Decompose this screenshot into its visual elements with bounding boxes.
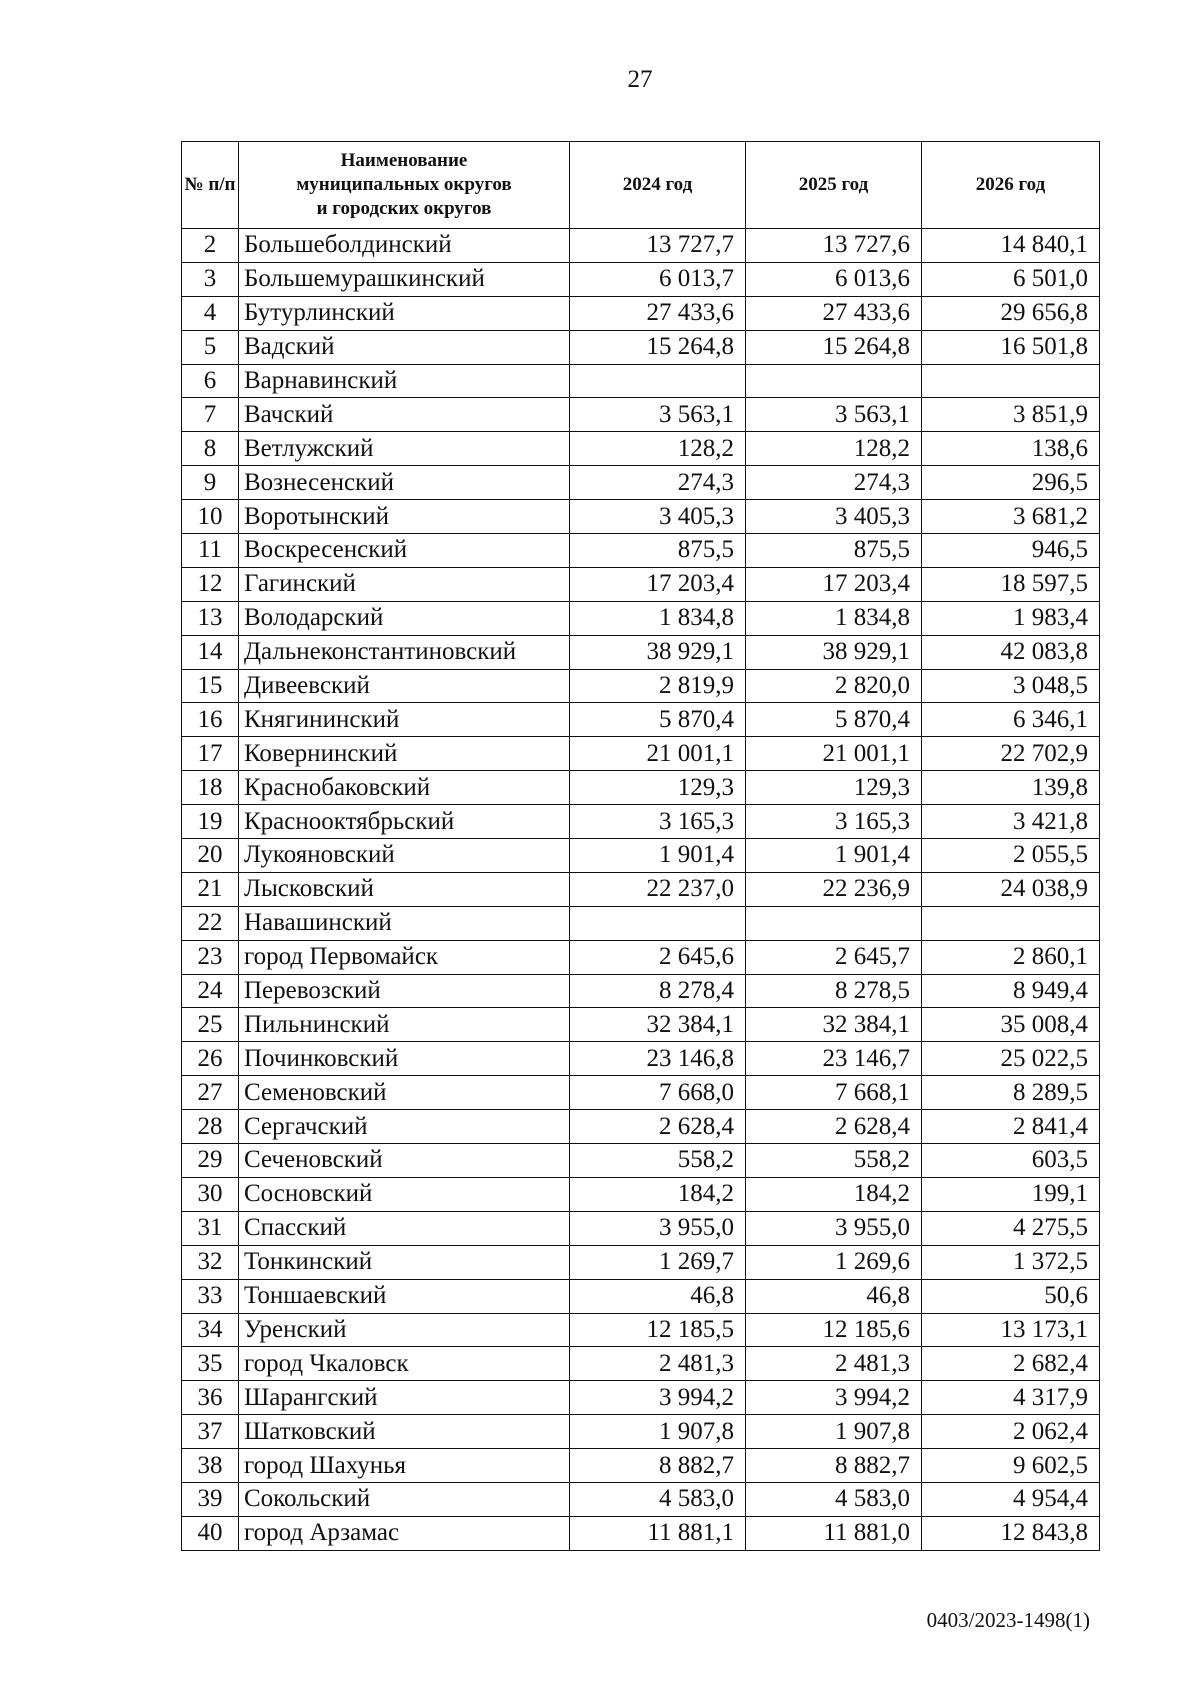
value-2025: 13 727,6	[746, 229, 922, 263]
value-2026: 2 841,4	[922, 1110, 1100, 1144]
district-name: Бутурлинский	[239, 296, 570, 330]
header-2024: 2024 год	[570, 142, 746, 229]
row-number: 3	[182, 262, 239, 296]
table-row	[182, 466, 1100, 500]
table-row	[182, 330, 1100, 364]
table-row	[182, 1042, 1100, 1076]
header-2026: 2026 год	[922, 142, 1100, 229]
value-2025	[746, 364, 922, 398]
district-name: Шатковский	[239, 1415, 570, 1449]
district-name: Шарангский	[239, 1381, 570, 1415]
district-name: Спасский	[239, 1211, 570, 1245]
value-2026	[922, 906, 1100, 940]
value-2024: 11 881,1	[570, 1516, 746, 1550]
allocation-table	[181, 141, 1100, 1551]
row-number: 22	[182, 906, 239, 940]
value-2026: 4 954,4	[922, 1482, 1100, 1516]
district-name: Гагинский	[239, 567, 570, 601]
table-row	[182, 1516, 1100, 1550]
value-2024: 1 901,4	[570, 839, 746, 873]
value-2026: 6 346,1	[922, 703, 1100, 737]
table-row	[182, 229, 1100, 263]
header-name-line-3: и городских округов	[316, 198, 492, 219]
value-2025: 11 881,0	[746, 1516, 922, 1550]
value-2024: 6 013,7	[570, 262, 746, 296]
value-2026: 139,8	[922, 771, 1100, 805]
value-2025: 1 901,4	[746, 839, 922, 873]
value-2025: 2 628,4	[746, 1110, 922, 1144]
value-2024	[570, 364, 746, 398]
value-2025: 12 185,6	[746, 1313, 922, 1347]
row-number: 32	[182, 1245, 239, 1279]
table-row	[182, 1110, 1100, 1144]
row-number: 33	[182, 1279, 239, 1313]
value-2025: 21 001,1	[746, 737, 922, 771]
value-2026: 18 597,5	[922, 567, 1100, 601]
document-code: 0403/2023-1498(1)	[926, 1608, 1090, 1632]
value-2026: 29 656,8	[922, 296, 1100, 330]
value-2025: 46,8	[746, 1279, 922, 1313]
row-number: 31	[182, 1211, 239, 1245]
table-row	[182, 1177, 1100, 1211]
value-2024: 22 237,0	[570, 872, 746, 906]
district-name: Дальнеконстантиновский	[239, 635, 570, 669]
district-name: Большемурашкинский	[239, 262, 570, 296]
district-name: Сергачский	[239, 1110, 570, 1144]
header-name-line-2: муниципальных округов	[296, 174, 512, 195]
value-2025	[746, 906, 922, 940]
value-2025: 1 269,6	[746, 1245, 922, 1279]
header-name-line-1: Наименование	[340, 150, 468, 171]
value-2026: 6 501,0	[922, 262, 1100, 296]
table-row	[182, 1144, 1100, 1178]
value-2025: 22 236,9	[746, 872, 922, 906]
value-2026: 2 860,1	[922, 940, 1100, 974]
value-2026: 13 173,1	[922, 1313, 1100, 1347]
table-row	[182, 534, 1100, 568]
header-2025: 2025 год	[746, 142, 922, 229]
value-2024: 23 146,8	[570, 1042, 746, 1076]
district-name: Княгининский	[239, 703, 570, 737]
value-2024: 8 882,7	[570, 1449, 746, 1483]
value-2026: 12 843,8	[922, 1516, 1100, 1550]
value-2025: 2 820,0	[746, 669, 922, 703]
value-2024: 1 269,7	[570, 1245, 746, 1279]
value-2025: 38 929,1	[746, 635, 922, 669]
table-row	[182, 635, 1100, 669]
value-2026: 9 602,5	[922, 1449, 1100, 1483]
district-name: Краснобаковский	[239, 771, 570, 805]
value-2026: 603,5	[922, 1144, 1100, 1178]
value-2026: 22 702,9	[922, 737, 1100, 771]
value-2026: 4 275,5	[922, 1211, 1100, 1245]
district-name: Перевозский	[239, 974, 570, 1008]
value-2025: 8 278,5	[746, 974, 922, 1008]
value-2025: 5 870,4	[746, 703, 922, 737]
value-2025: 2 645,7	[746, 940, 922, 974]
value-2025: 1 834,8	[746, 601, 922, 635]
value-2026: 50,6	[922, 1279, 1100, 1313]
value-2025: 1 907,8	[746, 1415, 922, 1449]
row-number: 34	[182, 1313, 239, 1347]
row-number: 27	[182, 1076, 239, 1110]
value-2024: 1 834,8	[570, 601, 746, 635]
value-2026: 3 421,8	[922, 805, 1100, 839]
row-number: 23	[182, 940, 239, 974]
value-2024: 17 203,4	[570, 567, 746, 601]
value-2024: 875,5	[570, 534, 746, 568]
value-2024: 1 907,8	[570, 1415, 746, 1449]
value-2025: 274,3	[746, 466, 922, 500]
value-2024: 3 955,0	[570, 1211, 746, 1245]
row-number: 8	[182, 432, 239, 466]
table-row	[182, 771, 1100, 805]
table-row	[182, 1482, 1100, 1516]
district-name: Воротынский	[239, 500, 570, 534]
value-2025: 32 384,1	[746, 1008, 922, 1042]
table-row	[182, 1211, 1100, 1245]
table-row	[182, 805, 1100, 839]
row-number: 12	[182, 567, 239, 601]
table-row	[182, 1415, 1100, 1449]
row-number: 37	[182, 1415, 239, 1449]
value-2025: 3 165,3	[746, 805, 922, 839]
value-2026: 3 048,5	[922, 669, 1100, 703]
value-2024: 3 165,3	[570, 805, 746, 839]
value-2026: 24 038,9	[922, 872, 1100, 906]
value-2026: 8 949,4	[922, 974, 1100, 1008]
value-2026: 946,5	[922, 534, 1100, 568]
value-2026: 16 501,8	[922, 330, 1100, 364]
value-2026: 42 083,8	[922, 635, 1100, 669]
table-row	[182, 1076, 1100, 1110]
value-2024: 558,2	[570, 1144, 746, 1178]
table-row	[182, 839, 1100, 873]
value-2026: 14 840,1	[922, 229, 1100, 263]
value-2024: 27 433,6	[570, 296, 746, 330]
value-2026: 296,5	[922, 466, 1100, 500]
value-2024: 21 001,1	[570, 737, 746, 771]
row-number: 29	[182, 1144, 239, 1178]
page-number: 27	[627, 66, 653, 93]
value-2025: 17 203,4	[746, 567, 922, 601]
row-number: 14	[182, 635, 239, 669]
value-2025: 3 994,2	[746, 1381, 922, 1415]
value-2025: 4 583,0	[746, 1482, 922, 1516]
value-2025: 875,5	[746, 534, 922, 568]
row-number: 13	[182, 601, 239, 635]
value-2024: 3 405,3	[570, 500, 746, 534]
value-2026: 3 851,9	[922, 398, 1100, 432]
value-2024: 38 929,1	[570, 635, 746, 669]
table-row	[182, 974, 1100, 1008]
value-2025: 15 264,8	[746, 330, 922, 364]
value-2025: 27 433,6	[746, 296, 922, 330]
district-name: Сокольский	[239, 1482, 570, 1516]
value-2025: 129,3	[746, 771, 922, 805]
district-name: Воскресенский	[239, 534, 570, 568]
row-number: 11	[182, 534, 239, 568]
row-number: 35	[182, 1347, 239, 1381]
district-name: Вачский	[239, 398, 570, 432]
table-row	[182, 1279, 1100, 1313]
row-number: 9	[182, 466, 239, 500]
district-name: город Арзамас	[239, 1516, 570, 1550]
district-name: город Шахунья	[239, 1449, 570, 1483]
value-2026: 35 008,4	[922, 1008, 1100, 1042]
district-name: город Чкаловск	[239, 1347, 570, 1381]
table-row	[182, 906, 1100, 940]
table-row	[182, 940, 1100, 974]
value-2026: 3 681,2	[922, 500, 1100, 534]
district-name: город Первомайск	[239, 940, 570, 974]
value-2025: 3 405,3	[746, 500, 922, 534]
value-2024: 46,8	[570, 1279, 746, 1313]
district-name: Уренский	[239, 1313, 570, 1347]
value-2026: 138,6	[922, 432, 1100, 466]
value-2025: 6 013,6	[746, 262, 922, 296]
row-number: 39	[182, 1482, 239, 1516]
value-2026: 4 317,9	[922, 1381, 1100, 1415]
district-name: Семеновский	[239, 1076, 570, 1110]
value-2026: 199,1	[922, 1177, 1100, 1211]
value-2026: 25 022,5	[922, 1042, 1100, 1076]
district-name: Починковский	[239, 1042, 570, 1076]
row-number: 20	[182, 839, 239, 873]
value-2025: 2 481,3	[746, 1347, 922, 1381]
value-2025: 128,2	[746, 432, 922, 466]
row-number: 36	[182, 1381, 239, 1415]
row-number: 25	[182, 1008, 239, 1042]
value-2024: 184,2	[570, 1177, 746, 1211]
table-row	[182, 1347, 1100, 1381]
district-name: Сеченовский	[239, 1144, 570, 1178]
row-number: 17	[182, 737, 239, 771]
value-2026: 1 372,5	[922, 1245, 1100, 1279]
value-2024: 12 185,5	[570, 1313, 746, 1347]
value-2026: 8 289,5	[922, 1076, 1100, 1110]
row-number: 2	[182, 229, 239, 263]
district-name: Тоншаевский	[239, 1279, 570, 1313]
value-2026: 2 682,4	[922, 1347, 1100, 1381]
district-name: Пильнинский	[239, 1008, 570, 1042]
table-row	[182, 262, 1100, 296]
table-row	[182, 737, 1100, 771]
value-2025: 3 563,1	[746, 398, 922, 432]
table-row	[182, 1381, 1100, 1415]
table-row	[182, 398, 1100, 432]
row-number: 10	[182, 500, 239, 534]
district-name: Володарский	[239, 601, 570, 635]
value-2026: 2 062,4	[922, 1415, 1100, 1449]
header-name	[239, 142, 570, 229]
table-row	[182, 872, 1100, 906]
value-2024: 8 278,4	[570, 974, 746, 1008]
value-2024: 4 583,0	[570, 1482, 746, 1516]
value-2024: 2 481,3	[570, 1347, 746, 1381]
row-number: 21	[182, 872, 239, 906]
value-2025: 7 668,1	[746, 1076, 922, 1110]
value-2024: 2 645,6	[570, 940, 746, 974]
table-row	[182, 296, 1100, 330]
table-row	[182, 1449, 1100, 1483]
value-2025: 558,2	[746, 1144, 922, 1178]
value-2024: 3 563,1	[570, 398, 746, 432]
district-name: Вознесенский	[239, 466, 570, 500]
district-name: Сосновский	[239, 1177, 570, 1211]
district-name: Большеболдинский	[239, 229, 570, 263]
district-name: Ветлужский	[239, 432, 570, 466]
table-row	[182, 703, 1100, 737]
value-2024: 129,3	[570, 771, 746, 805]
table-row	[182, 601, 1100, 635]
row-number: 5	[182, 330, 239, 364]
row-number: 24	[182, 974, 239, 1008]
table-row	[182, 500, 1100, 534]
row-number: 19	[182, 805, 239, 839]
district-name: Лысковский	[239, 872, 570, 906]
value-2024: 2 628,4	[570, 1110, 746, 1144]
value-2024	[570, 906, 746, 940]
district-name: Варнавинский	[239, 364, 570, 398]
row-number: 28	[182, 1110, 239, 1144]
row-number: 40	[182, 1516, 239, 1550]
value-2024: 7 668,0	[570, 1076, 746, 1110]
value-2026	[922, 364, 1100, 398]
value-2026: 1 983,4	[922, 601, 1100, 635]
value-2024: 2 819,9	[570, 669, 746, 703]
table-row	[182, 364, 1100, 398]
row-number: 38	[182, 1449, 239, 1483]
value-2024: 15 264,8	[570, 330, 746, 364]
value-2024: 13 727,7	[570, 229, 746, 263]
district-name: Дивеевский	[239, 669, 570, 703]
row-number: 15	[182, 669, 239, 703]
value-2024: 32 384,1	[570, 1008, 746, 1042]
district-name: Навашинский	[239, 906, 570, 940]
table-body	[182, 229, 1100, 1551]
district-name: Ковернинский	[239, 737, 570, 771]
district-name: Вадский	[239, 330, 570, 364]
value-2026: 2 055,5	[922, 839, 1100, 873]
value-2024: 128,2	[570, 432, 746, 466]
district-name: Лукояновский	[239, 839, 570, 873]
row-number: 16	[182, 703, 239, 737]
value-2024: 274,3	[570, 466, 746, 500]
value-2025: 3 955,0	[746, 1211, 922, 1245]
row-number: 18	[182, 771, 239, 805]
row-number: 7	[182, 398, 239, 432]
table-header-row	[182, 142, 1100, 229]
row-number: 4	[182, 296, 239, 330]
row-number: 30	[182, 1177, 239, 1211]
table-row	[182, 567, 1100, 601]
table-row	[182, 432, 1100, 466]
table-row	[182, 1245, 1100, 1279]
value-2024: 3 994,2	[570, 1381, 746, 1415]
value-2025: 184,2	[746, 1177, 922, 1211]
district-name: Краснооктябрьский	[239, 805, 570, 839]
value-2025: 23 146,7	[746, 1042, 922, 1076]
table-row	[182, 1008, 1100, 1042]
value-2024: 5 870,4	[570, 703, 746, 737]
row-number: 26	[182, 1042, 239, 1076]
table-row	[182, 669, 1100, 703]
header-number: № п/п	[182, 142, 239, 229]
value-2025: 8 882,7	[746, 1449, 922, 1483]
district-name: Тонкинский	[239, 1245, 570, 1279]
table-row	[182, 1313, 1100, 1347]
row-number: 6	[182, 364, 239, 398]
